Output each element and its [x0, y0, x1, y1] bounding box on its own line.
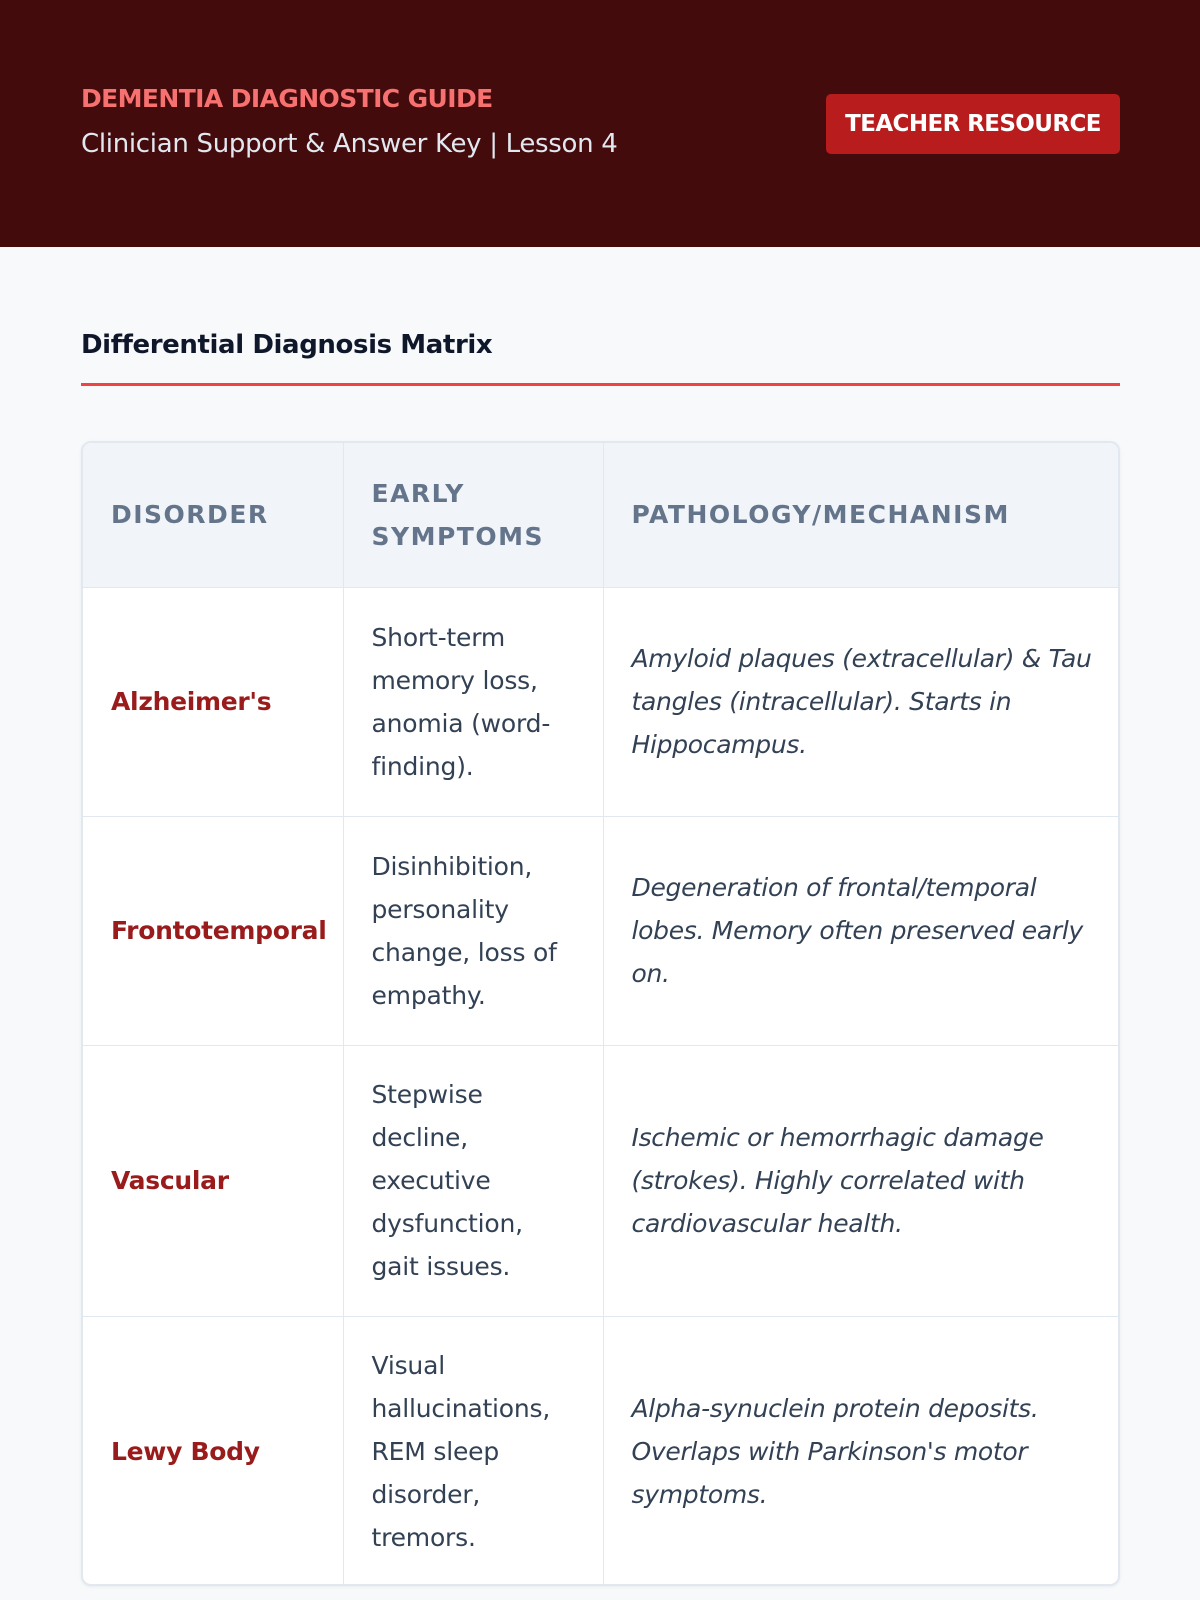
disorder-cell: Lewy Body [83, 1316, 343, 1586]
disorder-cell: Frontotemporal [83, 816, 343, 1045]
teacher-resource-badge: TEACHER RESOURCE [826, 94, 1120, 154]
column-header-early-symptoms: EARLY SYMPTOMS [343, 443, 603, 587]
section-title: Differential Diagnosis Matrix [81, 330, 493, 360]
guide-subtitle: Clinician Support & Answer Key | Lesson 4 [81, 129, 618, 159]
guide-title: DEMENTIA DIAGNOSTIC GUIDE [81, 84, 493, 113]
column-header-pathology: PATHOLOGY/MECHANISM [603, 443, 1118, 587]
symptoms-cell: Stepwise decline, executive dysfunction, gait issues. [343, 1045, 603, 1316]
pathology-cell: Degeneration of frontal/temporal lobes. Memory often preserved early on. [603, 816, 1118, 1045]
symptoms-cell: Disinhibition, personality change, loss of empathy. [343, 816, 603, 1045]
diagnosis-table [83, 443, 1118, 1586]
page-header [0, 0, 1200, 247]
table-row [83, 1045, 1118, 1316]
section-divider [81, 383, 1120, 386]
symptoms-cell: Visual hallucinations, REM sleep disorder, tremors. [343, 1316, 603, 1586]
symptoms-cell: Short-term memory loss, anomia (word-finding). [343, 587, 603, 816]
table-row [83, 816, 1118, 1045]
disorder-cell: Alzheimer's [83, 587, 343, 816]
column-header-disorder: DISORDER [83, 443, 343, 587]
table-row [83, 1316, 1118, 1586]
pathology-cell: Amyloid plaques (extracellular) & Tau tangles (intracellular). Starts in Hippocampus. [603, 587, 1118, 816]
table-header-row [83, 443, 1118, 587]
pathology-cell: Alpha-synuclein protein deposits. Overlaps with Parkinson's motor symptoms. [631, 1394, 1039, 1510]
pathology-cell: Ischemic or hemorrhagic damage (strokes). Highly correlated with cardiovascular health. [603, 1045, 1118, 1316]
diagnosis-matrix [81, 441, 1120, 1586]
table-row [83, 587, 1118, 816]
disorder-cell: Vascular [83, 1045, 343, 1316]
